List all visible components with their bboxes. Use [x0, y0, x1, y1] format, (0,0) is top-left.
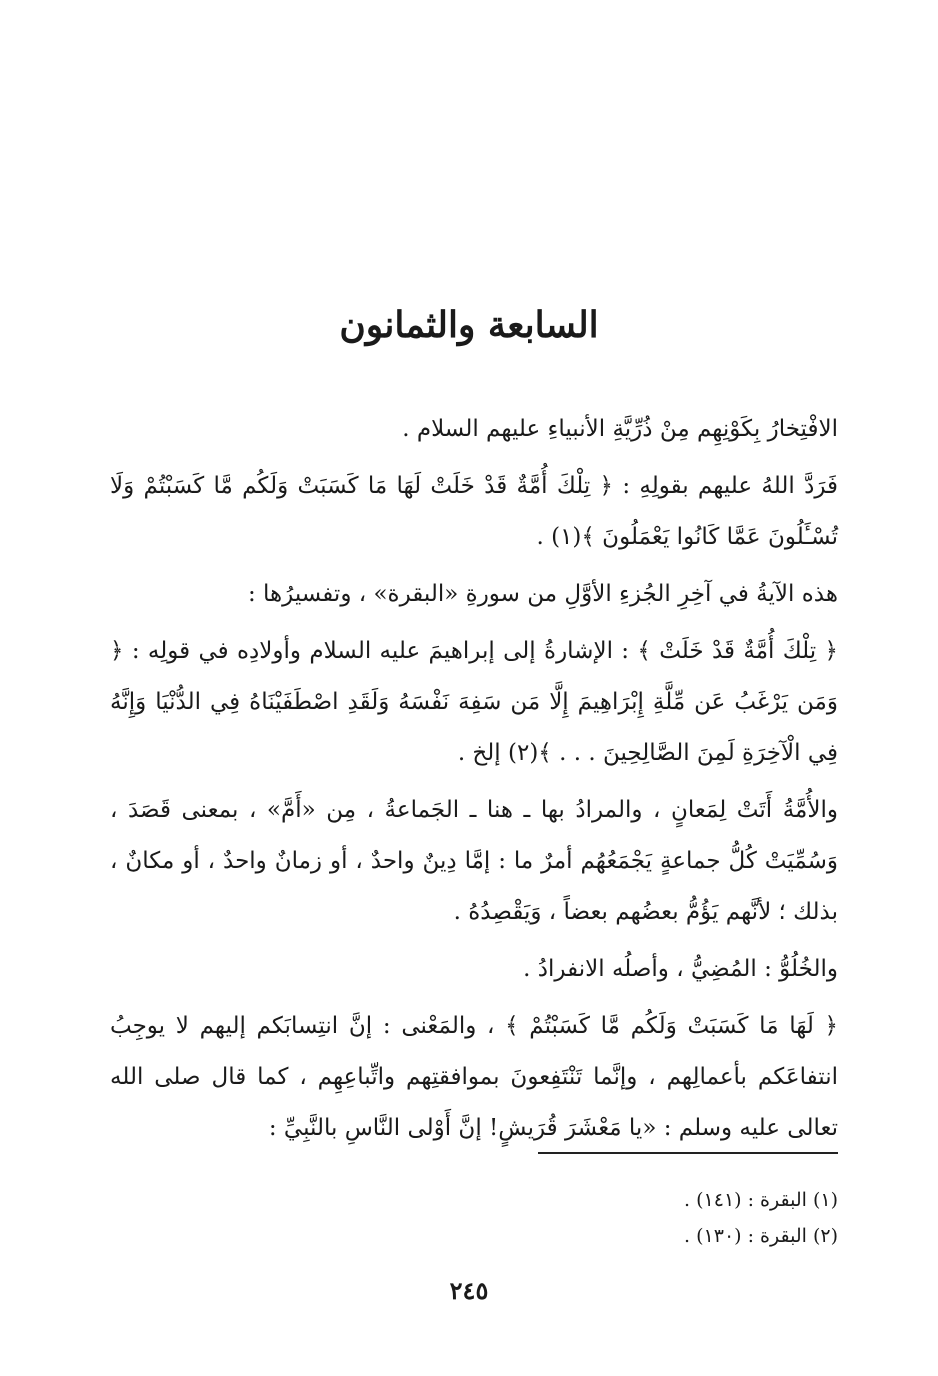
- paragraph-5: والأُمَّةُ أَتَتْ لِمَعانٍ ، والمرادُ بها ـ هنا ـ الجَماعةُ ، مِن «أَمَّ» ، بمعنى قَصَدَ ، وَسُمِّيَتْ كُلُّ جماعةٍ يَجْمَعُهُم أمرٌ ما : إمَّا دِينٌ واحدٌ ، أو زمانٌ واحدٌ ، أو مكانٌ ، بذلك ؛ لأنَّهم يَؤُمُّ بعضُهم بعضاً ، وَيَقْصِدُهُ .: [110, 797, 838, 925]
- footnote-1: (١) البقرة : (١٤١) .: [684, 1189, 838, 1211]
- paragraph-3: هذه الآيةُ في آخِرِ الجُزءِ الأوَّلِ من سورةِ «البقرة» ، وتفسيرُها :: [247, 581, 838, 607]
- footnotes: [438, 1182, 838, 1254]
- paragraph-4: ﴿ تِلْكَ أُمَّةٌ قَدْ خَلَتْ ﴾ : الإشارةُ إلى إبراهيمَ عليه السلام وأولادِه في قولِه : ﴿ وَمَن يَرْغَبُ عَن مِّلَّةِ إِبْرَاهِيمَ إِلَّا مَن سَفِهَ نَفْسَهُ وَلَقَدِ اصْطَفَيْنَاهُ فِي الدُّنْيَا وَإِنَّهُ فِي الْآخِرَةِ لَمِنَ الصَّالِحِينَ . . . ﴾(٢) إلخ .: [110, 638, 838, 766]
- paragraph-7: ﴿ لَهَا مَا كَسَبَتْ وَلَكُم مَّا كَسَبْتُمْ ﴾ ، والمَعْنى : إنَّ انتِسابَكم إليهم لا يوجِبُ انتفاعَكم بأعمالِهم ، وإنَّما تَنْتَفِعونَ بموافقتِهم واتِّباعِهِم ، كما قال صلى الله تعالى عليه وسلم : «يا مَعْشَرَ قُرَيشٍ! إنَّ أَوْلى النَّاسِ بالنَّبِيِّ :: [110, 1013, 838, 1141]
- paragraph-6: والخُلُوُّ : المُضِيُّ ، وأصلُه الانفرادُ .: [523, 956, 838, 982]
- footnote-divider: [538, 1152, 838, 1154]
- paragraph-1: الافْتِخارُ بِكَوْنِهِم مِنْ ذُرِّيَّةِ الأنبياءِ عليهم السلام .: [402, 416, 838, 442]
- footnote-2: (٢) البقرة : (١٣٠) .: [684, 1225, 838, 1247]
- paragraph-2: فَرَدَّ اللهُ عليهم بقولِهِ : ﴿ تِلْكَ أُمَّةٌ قَدْ خَلَتْ لَهَا مَا كَسَبَتْ وَلَكُم مَّا كَسَبْتُمْ وَلَا تُسْـَٔلُونَ عَمَّا كَانُوا يَعْمَلُونَ ﴾(١) .: [110, 473, 838, 550]
- body-text: [110, 404, 838, 1160]
- section-heading: السابعة والثمانون: [339, 304, 599, 346]
- page-number: ٢٤٥: [449, 1276, 489, 1305]
